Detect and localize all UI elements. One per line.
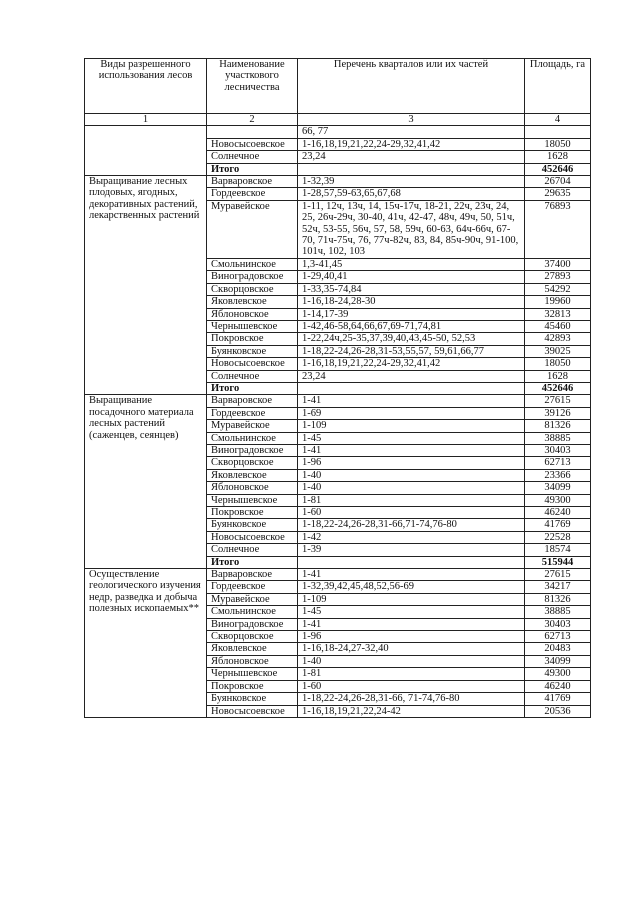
- table-row: [85, 176, 591, 188]
- forestry-name-cell: [207, 126, 298, 138]
- forestry-name-cell: Скворцовское: [207, 283, 298, 295]
- forestry-name-cell: Покровское: [207, 507, 298, 519]
- quarters-cell: 1-81: [298, 494, 525, 506]
- area-cell: 18050: [525, 358, 591, 370]
- quarters-cell: 1-18,22-24,26-28,31-66, 71-74,76-80: [298, 693, 525, 705]
- area-cell: 20483: [525, 643, 591, 655]
- forestry-name-cell: Солнечное: [207, 544, 298, 556]
- forest-use-table: [84, 58, 591, 718]
- area-cell: 1628: [525, 370, 591, 382]
- forestry-name-cell: Покровское: [207, 333, 298, 345]
- area-cell: 27893: [525, 271, 591, 283]
- quarters-cell: 1,3-41,45: [298, 258, 525, 270]
- quarters-cell: 1-81: [298, 668, 525, 680]
- forestry-name-cell: Новосысоевское: [207, 705, 298, 717]
- forestry-name-cell: Гордеевское: [207, 581, 298, 593]
- area-cell: 515944: [525, 556, 591, 568]
- quarters-cell: 1-18,22-24,26-28,31-66,71-74,76-80: [298, 519, 525, 531]
- area-cell: 41769: [525, 693, 591, 705]
- area-cell: 81326: [525, 593, 591, 605]
- area-cell: 46240: [525, 680, 591, 692]
- area-cell: 62713: [525, 457, 591, 469]
- forestry-name-cell: Варваровское: [207, 569, 298, 581]
- area-cell: 38885: [525, 432, 591, 444]
- area-cell: 39126: [525, 407, 591, 419]
- quarters-cell: 1-41: [298, 569, 525, 581]
- area-cell: 41769: [525, 519, 591, 531]
- table-row: [85, 395, 591, 407]
- forestry-name-cell: Гордеевское: [207, 407, 298, 419]
- quarters-cell: 1-16,18-24,28-30: [298, 296, 525, 308]
- use-type-cell: [85, 126, 207, 176]
- forestry-name-cell: Виноградовское: [207, 444, 298, 456]
- quarters-cell: 1-45: [298, 606, 525, 618]
- quarters-cell: 1-39: [298, 544, 525, 556]
- forestry-name-cell: Яблоновское: [207, 308, 298, 320]
- area-cell: 34217: [525, 581, 591, 593]
- quarters-cell: 1-16,18,19,21,22,24-42: [298, 705, 525, 717]
- area-cell: 34099: [525, 482, 591, 494]
- forestry-name-cell: Покровское: [207, 680, 298, 692]
- use-type-cell: Осуществление геологического изучения недр, разведка и добыча полезных ископаемых**: [85, 569, 207, 718]
- quarters-cell: [298, 382, 525, 394]
- area-cell: 45460: [525, 320, 591, 332]
- area-cell: 42893: [525, 333, 591, 345]
- header-forestry-name: Наименование участкового лесничества: [207, 59, 298, 114]
- area-cell: 37400: [525, 258, 591, 270]
- area-cell: 49300: [525, 494, 591, 506]
- column-number-row: [85, 114, 591, 126]
- forestry-name-cell: Яковлевское: [207, 643, 298, 655]
- quarters-cell: 1-18,22-24,26-28,31-53,55,57, 59,61,66,77: [298, 345, 525, 357]
- forestry-name-cell: Яковлевское: [207, 296, 298, 308]
- forestry-name-cell: Итого: [207, 382, 298, 394]
- header-quarters-list: Перечень кварталов или их частей: [298, 59, 525, 114]
- forestry-name-cell: Смольнинское: [207, 606, 298, 618]
- quarters-cell: 1-96: [298, 457, 525, 469]
- column-number: 1: [85, 114, 207, 126]
- quarters-cell: 1-109: [298, 593, 525, 605]
- quarters-cell: 23,24: [298, 370, 525, 382]
- table-row: [85, 126, 591, 138]
- forestry-name-cell: Варваровское: [207, 176, 298, 188]
- quarters-cell: 1-22,24ч,25-35,37,39,40,43,45-50, 52,53: [298, 333, 525, 345]
- forestry-name-cell: Муравейское: [207, 593, 298, 605]
- forestry-name-cell: Итого: [207, 556, 298, 568]
- forestry-name-cell: Скворцовское: [207, 631, 298, 643]
- forestry-name-cell: Чернышевское: [207, 494, 298, 506]
- use-type-cell: Выращивание лесных плодовых, ягодных, декоративных растений, лекарственных растений: [85, 176, 207, 395]
- forestry-name-cell: Муравейское: [207, 200, 298, 258]
- forestry-name-cell: Варваровское: [207, 395, 298, 407]
- quarters-cell: 1-69: [298, 407, 525, 419]
- area-cell: 76893: [525, 200, 591, 258]
- area-cell: 27615: [525, 395, 591, 407]
- header-row: [85, 59, 591, 114]
- forestry-name-cell: Смольнинское: [207, 432, 298, 444]
- forestry-name-cell: Итого: [207, 163, 298, 175]
- quarters-cell: 1-109: [298, 420, 525, 432]
- quarters-cell: 1-11, 12ч, 13ч, 14, 15ч-17ч, 18-21, 22ч, 23ч, 24, 25, 26ч-29ч, 30-40, 41ч, 42-47, 48ч, 49ч, 50, 51ч, 52ч, 53-55, 56ч, 57, 58, 59ч, 60-63, 64ч-66ч, 67-70, 71ч-75ч, 76, 77ч-82ч, 83, 84, 85ч-90ч, 91-100, 101ч, 102, 103: [298, 200, 525, 258]
- quarters-cell: 1-96: [298, 631, 525, 643]
- area-cell: 81326: [525, 420, 591, 432]
- quarters-cell: 1-60: [298, 507, 525, 519]
- forestry-name-cell: Смольнинское: [207, 258, 298, 270]
- forestry-name-cell: Буянковское: [207, 345, 298, 357]
- quarters-cell: [298, 556, 525, 568]
- quarters-cell: [298, 163, 525, 175]
- quarters-cell: 1-28,57,59-63,65,67,68: [298, 188, 525, 200]
- quarters-cell: 1-16,18,19,21,22,24-29,32,41,42: [298, 358, 525, 370]
- forestry-name-cell: Виноградовское: [207, 618, 298, 630]
- forestry-name-cell: Яблоновское: [207, 655, 298, 667]
- area-cell: 452646: [525, 382, 591, 394]
- quarters-cell: 1-41: [298, 444, 525, 456]
- area-cell: 38885: [525, 606, 591, 618]
- quarters-cell: 1-14,17-39: [298, 308, 525, 320]
- quarters-cell: 1-42: [298, 531, 525, 543]
- area-cell: 18574: [525, 544, 591, 556]
- forestry-name-cell: Муравейское: [207, 420, 298, 432]
- quarters-cell: 1-45: [298, 432, 525, 444]
- area-cell: 26704: [525, 176, 591, 188]
- area-cell: 452646: [525, 163, 591, 175]
- table-body: [85, 59, 591, 718]
- forestry-name-cell: Яблоновское: [207, 482, 298, 494]
- quarters-cell: 1-40: [298, 655, 525, 667]
- table-row: [85, 569, 591, 581]
- quarters-cell: 1-40: [298, 482, 525, 494]
- quarters-cell: 1-29,40,41: [298, 271, 525, 283]
- forestry-name-cell: Новосысоевское: [207, 531, 298, 543]
- column-number: 2: [207, 114, 298, 126]
- area-cell: 1628: [525, 151, 591, 163]
- forestry-name-cell: Гордеевское: [207, 188, 298, 200]
- area-cell: 49300: [525, 668, 591, 680]
- quarters-cell: 1-40: [298, 469, 525, 481]
- area-cell: 18050: [525, 138, 591, 150]
- quarters-cell: 1-41: [298, 395, 525, 407]
- forestry-name-cell: Яковлевское: [207, 469, 298, 481]
- area-cell: 62713: [525, 631, 591, 643]
- forestry-name-cell: Солнечное: [207, 151, 298, 163]
- column-number: 4: [525, 114, 591, 126]
- area-cell: 39025: [525, 345, 591, 357]
- quarters-cell: 1-32,39,42,45,48,52,56-69: [298, 581, 525, 593]
- forestry-name-cell: Виноградовское: [207, 271, 298, 283]
- area-cell: 32813: [525, 308, 591, 320]
- forestry-name-cell: Скворцовское: [207, 457, 298, 469]
- area-cell: 34099: [525, 655, 591, 667]
- quarters-cell: 1-41: [298, 618, 525, 630]
- forestry-name-cell: Солнечное: [207, 370, 298, 382]
- forestry-name-cell: Буянковское: [207, 519, 298, 531]
- area-cell: 30403: [525, 618, 591, 630]
- forestry-name-cell: Буянковское: [207, 693, 298, 705]
- quarters-cell: 1-42,46-58,64,66,67,69-71,74,81: [298, 320, 525, 332]
- quarters-cell: 1-16,18-24,27-32,40: [298, 643, 525, 655]
- quarters-cell: 1-60: [298, 680, 525, 692]
- area-cell: 46240: [525, 507, 591, 519]
- use-type-cell: Выращивание посадочного материала лесных растений (саженцев, сеянцев): [85, 395, 207, 569]
- forestry-name-cell: Чернышевское: [207, 320, 298, 332]
- header-use-type: Виды разрешенного использования лесов: [85, 59, 207, 114]
- header-area: Площадь, га: [525, 59, 591, 114]
- area-cell: 22528: [525, 531, 591, 543]
- area-cell: 20536: [525, 705, 591, 717]
- forestry-name-cell: Новосысоевское: [207, 358, 298, 370]
- quarters-cell: 23,24: [298, 151, 525, 163]
- area-cell: 19960: [525, 296, 591, 308]
- forestry-name-cell: Чернышевское: [207, 668, 298, 680]
- quarters-cell: 1-16,18,19,21,22,24-29,32,41,42: [298, 138, 525, 150]
- forestry-name-cell: Новосысоевское: [207, 138, 298, 150]
- quarters-cell: 1-32,39: [298, 176, 525, 188]
- column-number: 3: [298, 114, 525, 126]
- quarters-cell: 1-33,35-74,84: [298, 283, 525, 295]
- quarters-cell: 66, 77: [298, 126, 525, 138]
- area-cell: 23366: [525, 469, 591, 481]
- area-cell: 54292: [525, 283, 591, 295]
- area-cell: 27615: [525, 569, 591, 581]
- area-cell: 30403: [525, 444, 591, 456]
- area-cell: 29635: [525, 188, 591, 200]
- area-cell: [525, 126, 591, 138]
